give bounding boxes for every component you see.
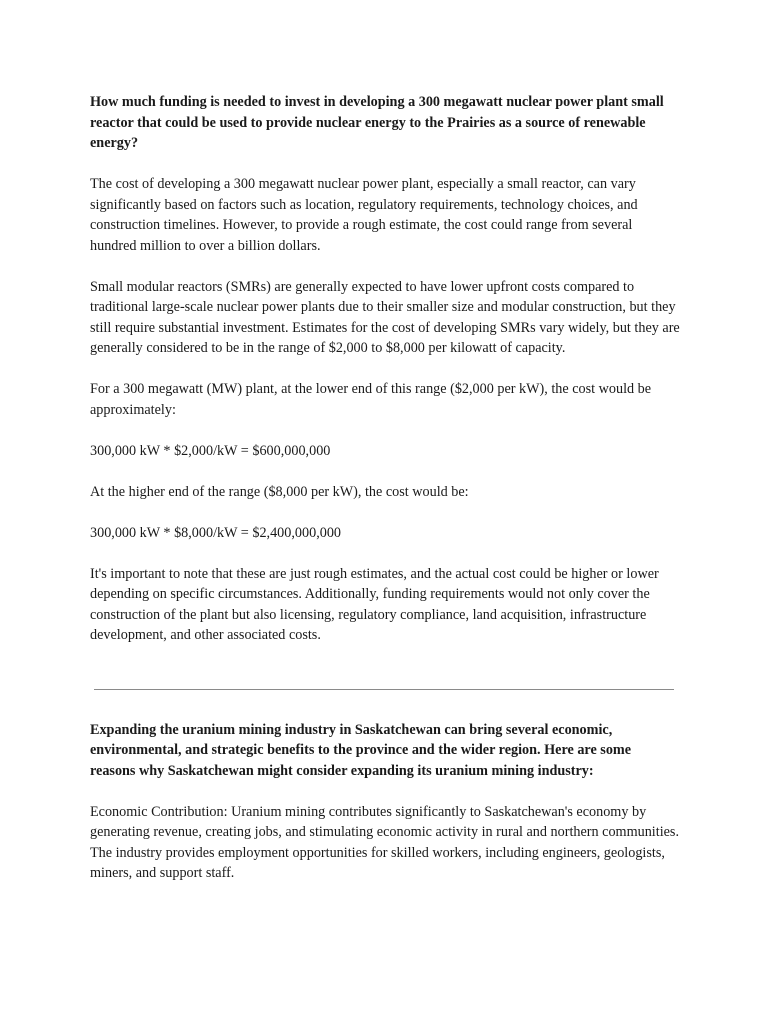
question-heading: How much funding is needed to invest in developing a 300 megawatt nuclear power plant small reactor that could be used to provide nuclear energy to the Prairies as a source of renewable energy? (90, 94, 664, 151)
paragraph: The cost of developing a 300 megawatt nuclear power plant, especially a small reactor, can vary significantly based on factors such as location, regulatory requirements, technology choices, and construction timelines. However, to provide a rough estimate, the cost could range from several hundred million to over a billion dollars. (90, 176, 638, 254)
question-heading: Expanding the uranium mining industry in Saskatchewan can bring several economic, environmental, and strategic benefits to the province and the wider region. Here are some reasons why Saskatchewan might consider expanding its uranium mining industry: (90, 721, 632, 779)
section-uranium-mining (90, 720, 680, 884)
paragraph: It's important to note that these are just rough estimates, and the actual cost could be higher or lower depending on specific circumstances. Additionally, funding requirements would not only cover the construction of the plant but also licensing, regulatory compliance, land acquisition, infrastructure development, and other associated costs. (90, 565, 659, 643)
document-page (90, 92, 680, 904)
section-smr-funding (90, 92, 680, 646)
calculation-high: 300,000 kW * $8,000/kW = $2,400,000,000 (90, 524, 342, 541)
calculation-low: 300,000 kW * $2,000/kW = $600,000,000 (90, 442, 331, 459)
paragraph: For a 300 megawatt (MW) plant, at the lower end of this range ($2,000 per kW), the cost would be approximately: (90, 381, 652, 418)
section-divider (94, 689, 674, 690)
paragraph: Economic Contribution: Uranium mining contributes significantly to Saskatchewan's economy by generating revenue, creating jobs, and stimulating economic activity in rural and northern communities. The industry provides employment opportunities for skilled workers, including engineers, geologists, miners, and support staff. (90, 803, 679, 881)
paragraph: At the higher end of the range ($8,000 per kW), the cost would be: (90, 483, 469, 500)
paragraph: Small modular reactors (SMRs) are generally expected to have lower upfront costs compared to traditional large-scale nuclear power plants due to their smaller size and modular construction, but they still require substantial investment. Estimates for the cost of developing SMRs vary widely, but they are generally considered to be in the range of $2,000 to $8,000 per kilowatt of capacity. (90, 278, 680, 356)
